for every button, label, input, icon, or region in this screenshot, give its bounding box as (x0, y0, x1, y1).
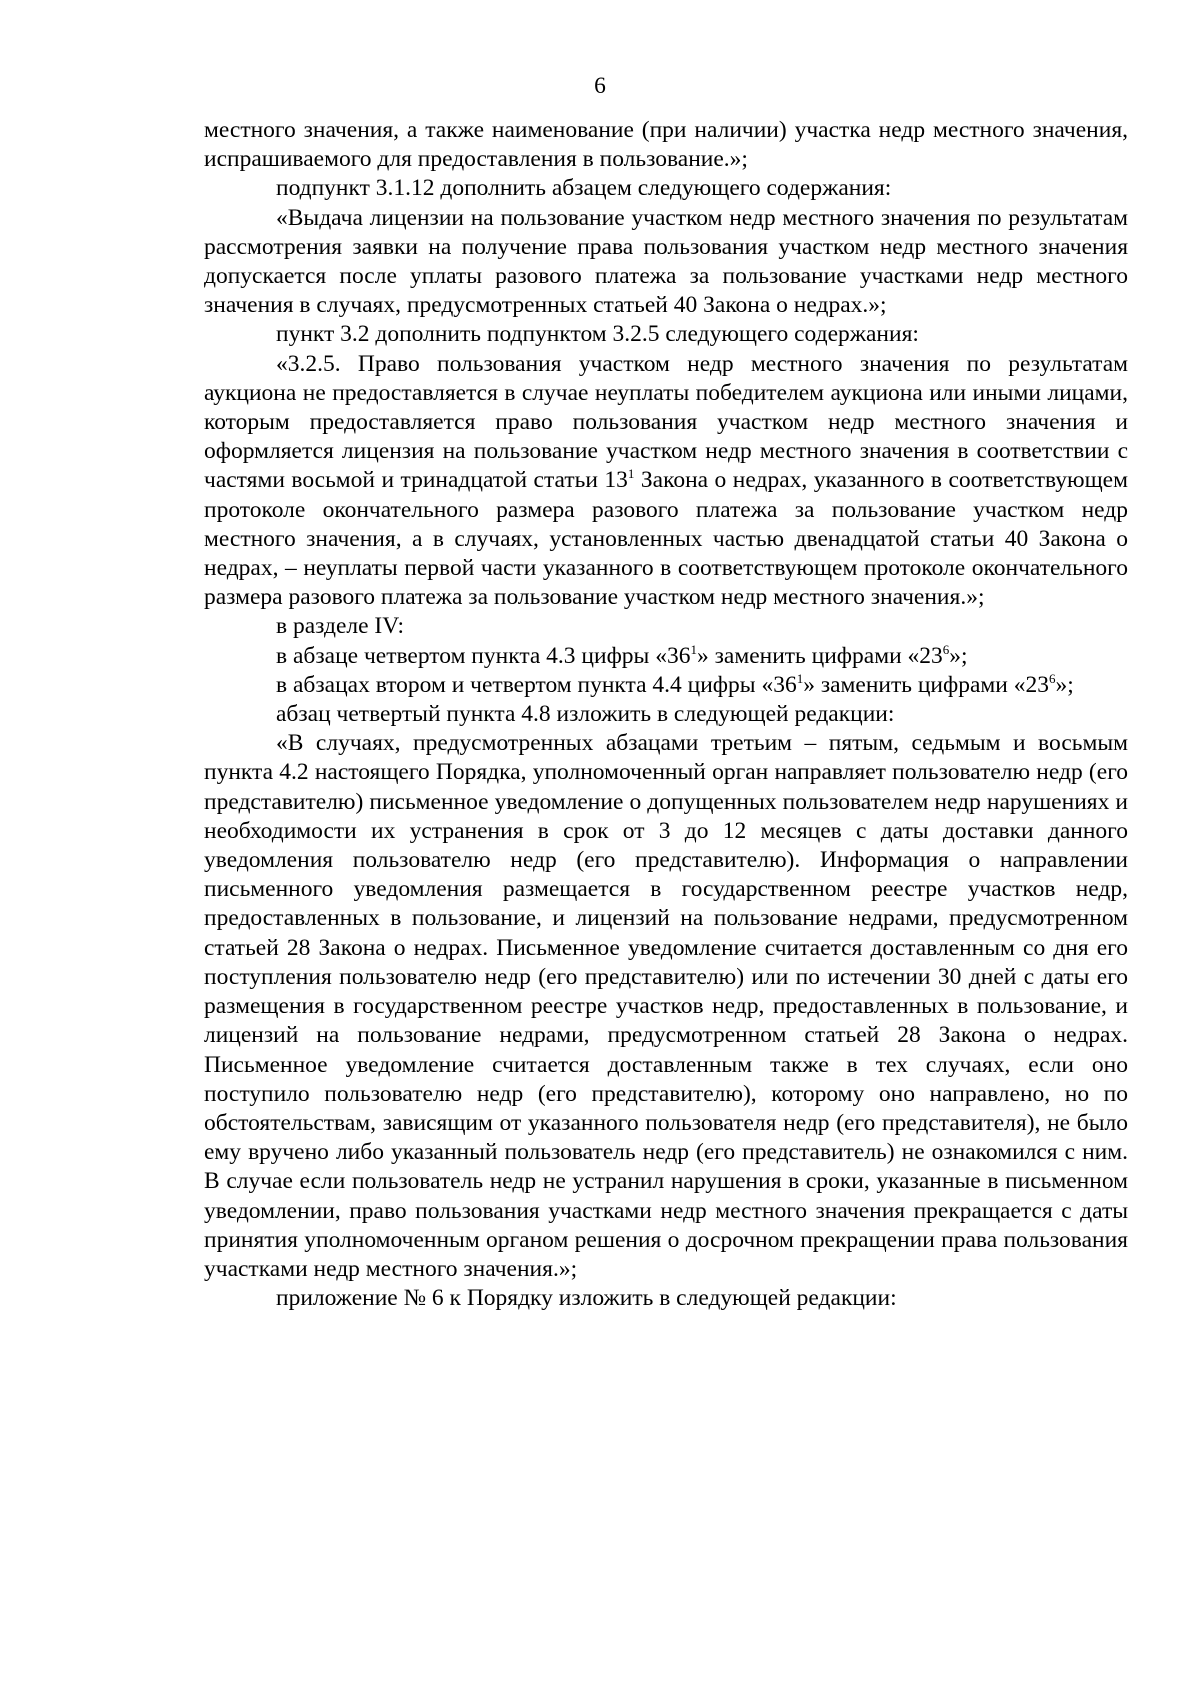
paragraph (204, 612, 1128, 641)
paragraph (204, 174, 1128, 203)
paragraph-text: в разделе IV: (276, 613, 405, 640)
paragraph (204, 671, 1128, 700)
paragraph-text: в абзацах втором и четвертом пункта 4.4 цифры «36 (276, 671, 797, 698)
paragraph (204, 1284, 1128, 1313)
paragraph-text: «Выдача лицензии на пользование участком недр местного значения по результатам рассмотрения заявки на получение права пользования участком недр местного значения допускается после уплаты разового платежа за пользование участками недр местного значения в случаях, предусмотренных статьей 40 Закона о недрах.»; (204, 204, 1128, 319)
paragraph (204, 204, 1128, 321)
paragraph-text: » заменить цифрами «23 (696, 642, 943, 669)
paragraph (204, 350, 1128, 613)
superscript: 6 (1049, 670, 1056, 686)
superscript: 1 (796, 670, 804, 686)
paragraph-text: Закона о недрах, указанного в соответствующем протоколе окончательного размера разового платежа за пользование участком недр местного значения, а в случаях, установленных частью двенадцатой статьи 40 Закона о недрах, – неуплаты первой части указанного в соответствующем протоколе окончательного размера разового платежа за пользование участком недр местного значения.»; (204, 467, 1128, 611)
paragraph-text: »; (1055, 671, 1074, 698)
paragraph-text: в абзаце четвертом пункта 4.3 цифры «36 (276, 642, 691, 669)
paragraph (204, 116, 1128, 174)
superscript: 1 (690, 641, 697, 657)
paragraph-text: приложение № 6 к Порядку изложить в следующей редакции: (276, 1285, 897, 1312)
paragraph (204, 729, 1128, 1284)
paragraph-text: пункт 3.2 дополнить подпунктом 3.2.5 следующего содержания: (276, 321, 919, 348)
paragraph-text: абзац четвертый пункта 4.8 изложить в следующей редакции: (276, 701, 895, 728)
paragraph-text: подпункт 3.1.12 дополнить абзацем следующего содержания: (276, 175, 892, 202)
paragraph-text: местного значения, а также наименование (при наличии) участка недр местного значения, испрашиваемого для предоставления в пользование.»; (204, 117, 1128, 173)
paragraph (204, 320, 1128, 349)
superscript: 6 (942, 641, 950, 657)
paragraph (204, 700, 1128, 729)
paragraph-text: » заменить цифрами «23 (803, 671, 1049, 698)
superscript: 1 (627, 466, 635, 482)
paragraph-text: «В случаях, предусмотренных абзацами третьим – пятым, седьмым и восьмым пункта 4.2 настоящего Порядка, уполномоченный орган направляет пользователю недр (его представителю) письменное уведомление о допущенных пользователем недр нарушениях и необходимости их устранения в срок от 3 до 12 месяцев с даты доставки данного уведомления пользователю недр (его представителю). Информация о направлении письменного уведомления размещается в государственном реестре участков недр, предоставленных в пользование, и лицензий на пользование недрами, предусмотренном статьей 28 Закона о недрах. Письменное уведомление считается доставленным со дня его поступления пользователю недр (его представителю) или по истечении 30 дней с даты его размещения в государственном реестре участков недр, предоставленных в пользование, и лицензий на пользование недрами, предусмотренном статьей 28 Закона о недрах. Письменное уведомление считается доставленным также в тех случаях, если оно поступило пользователю недр (его представителю), которому оно направлено, но по обстоятельствам, зависящим от указанного пользователя недр (его представителя), не было ему вручено либо указанный пользователь недр (его представитель) не ознакомился с ним. В случае если пользователь недр не устранил нарушения в сроки, указанные в письменном уведомлении, право пользования участками недр местного значения прекращается с даты принятия уполномоченным органом решения о досрочном прекращении права пользования участками недр местного значения.»; (204, 730, 1128, 1282)
document-body (204, 116, 1128, 1313)
paragraph-text: »; (949, 642, 968, 669)
page-number: 6 (594, 73, 606, 99)
paragraph (204, 642, 1128, 671)
paragraph-text: «3.2.5. Право пользования участком недр местного значения по результатам аукциона не предоставляется в случае неуплаты победителем аукциона или иными лицами, которым предоставляется право пользования участком недр местного значения и оформляется лицензия на пользование участком недр местного значения в соответствии с частями восьмой и тринадцатой статьи 13 (204, 350, 1128, 494)
